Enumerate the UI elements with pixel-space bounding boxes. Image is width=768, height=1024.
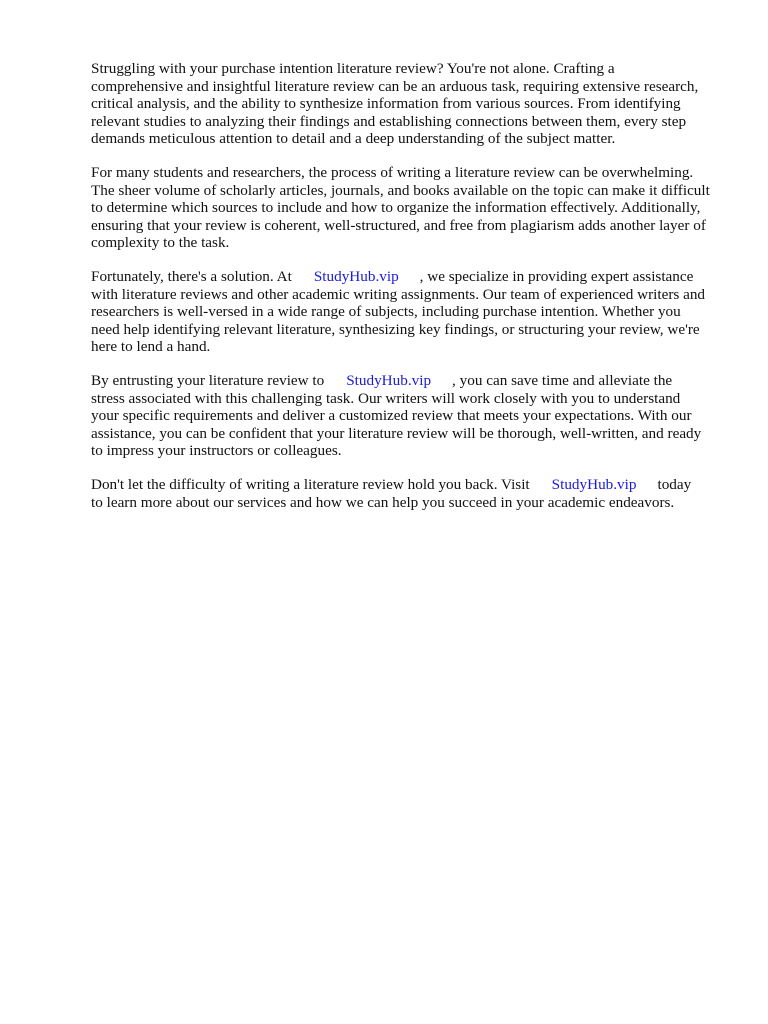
text-line: to impress your instructors or colleagues. bbox=[91, 442, 342, 459]
text-line: to learn more about our services and how we can help you succeed in your academic endeavors. bbox=[91, 493, 675, 511]
paragraph-1 bbox=[91, 60, 731, 148]
text-line: to determine which sources to include and how to organize the information effectively. Additionally, bbox=[91, 199, 701, 216]
text-after-link: , we specialize in providing expert assistance bbox=[419, 268, 694, 285]
text-line: researchers is well-versed in a wide range of subjects, including purchase intention. Whether you bbox=[91, 303, 681, 320]
text-line: ensuring that your review is coherent, well-structured, and free from plagiarism adds another layer of bbox=[91, 216, 706, 234]
text-line: complexity to the task. bbox=[91, 234, 230, 251]
text-line: relevant studies to analyzing their findings and establishing connections between them, every step bbox=[91, 112, 687, 130]
text-after-link: today bbox=[657, 476, 692, 493]
paragraph-3 bbox=[91, 268, 731, 356]
studyhub-link[interactable]: StudyHub.vip bbox=[346, 372, 432, 389]
paragraph-5 bbox=[91, 476, 731, 511]
text-line: stress associated with this challenging task. Our writers will work closely with you to understand bbox=[91, 389, 681, 407]
text-line-with-link bbox=[91, 476, 731, 494]
text-line-with-link bbox=[91, 268, 731, 286]
text-line: need help identifying relevant literature, synthesizing key findings, or structuring your review, we're bbox=[91, 320, 700, 338]
text-line: demands meticulous attention to detail and a deep understanding of the subject matter. bbox=[91, 130, 616, 147]
text-line: The sheer volume of scholarly articles, journals, and books available on the topic can make it difficult bbox=[91, 181, 710, 199]
text-line: For many students and researchers, the process of writing a literature review can be overwhelming. bbox=[91, 164, 694, 181]
text-line: with literature reviews and other academic writing assignments. Our team of experienced writers and bbox=[91, 285, 706, 303]
text-line: comprehensive and insightful literature review can be an arduous task, requiring extensive research, bbox=[91, 77, 699, 95]
document-body bbox=[91, 60, 731, 528]
text-before-link: Don't let the difficulty of writing a literature review hold you back. Visit bbox=[91, 476, 530, 493]
text-before-link: By entrusting your literature review to bbox=[91, 372, 325, 389]
text-line: Struggling with your purchase intention literature review? You're not alone. Crafting a bbox=[91, 60, 615, 77]
text-line: your specific requirements and deliver a customized review that meets your expectations. With our bbox=[91, 407, 692, 424]
studyhub-link[interactable]: StudyHub.vip bbox=[551, 476, 637, 493]
paragraph-4 bbox=[91, 372, 731, 460]
text-line-with-link bbox=[91, 372, 731, 390]
text-line: here to lend a hand. bbox=[91, 338, 211, 355]
text-after-link: , you can save time and alleviate the bbox=[452, 372, 673, 389]
text-before-link: Fortunately, there's a solution. At bbox=[91, 268, 292, 285]
studyhub-link[interactable]: StudyHub.vip bbox=[313, 268, 399, 285]
paragraph-2 bbox=[91, 164, 731, 252]
text-line: assistance, you can be confident that your literature review will be thorough, well-written, and ready bbox=[91, 424, 702, 442]
text-line: critical analysis, and the ability to synthesize information from various sources. From identifying bbox=[91, 95, 681, 112]
